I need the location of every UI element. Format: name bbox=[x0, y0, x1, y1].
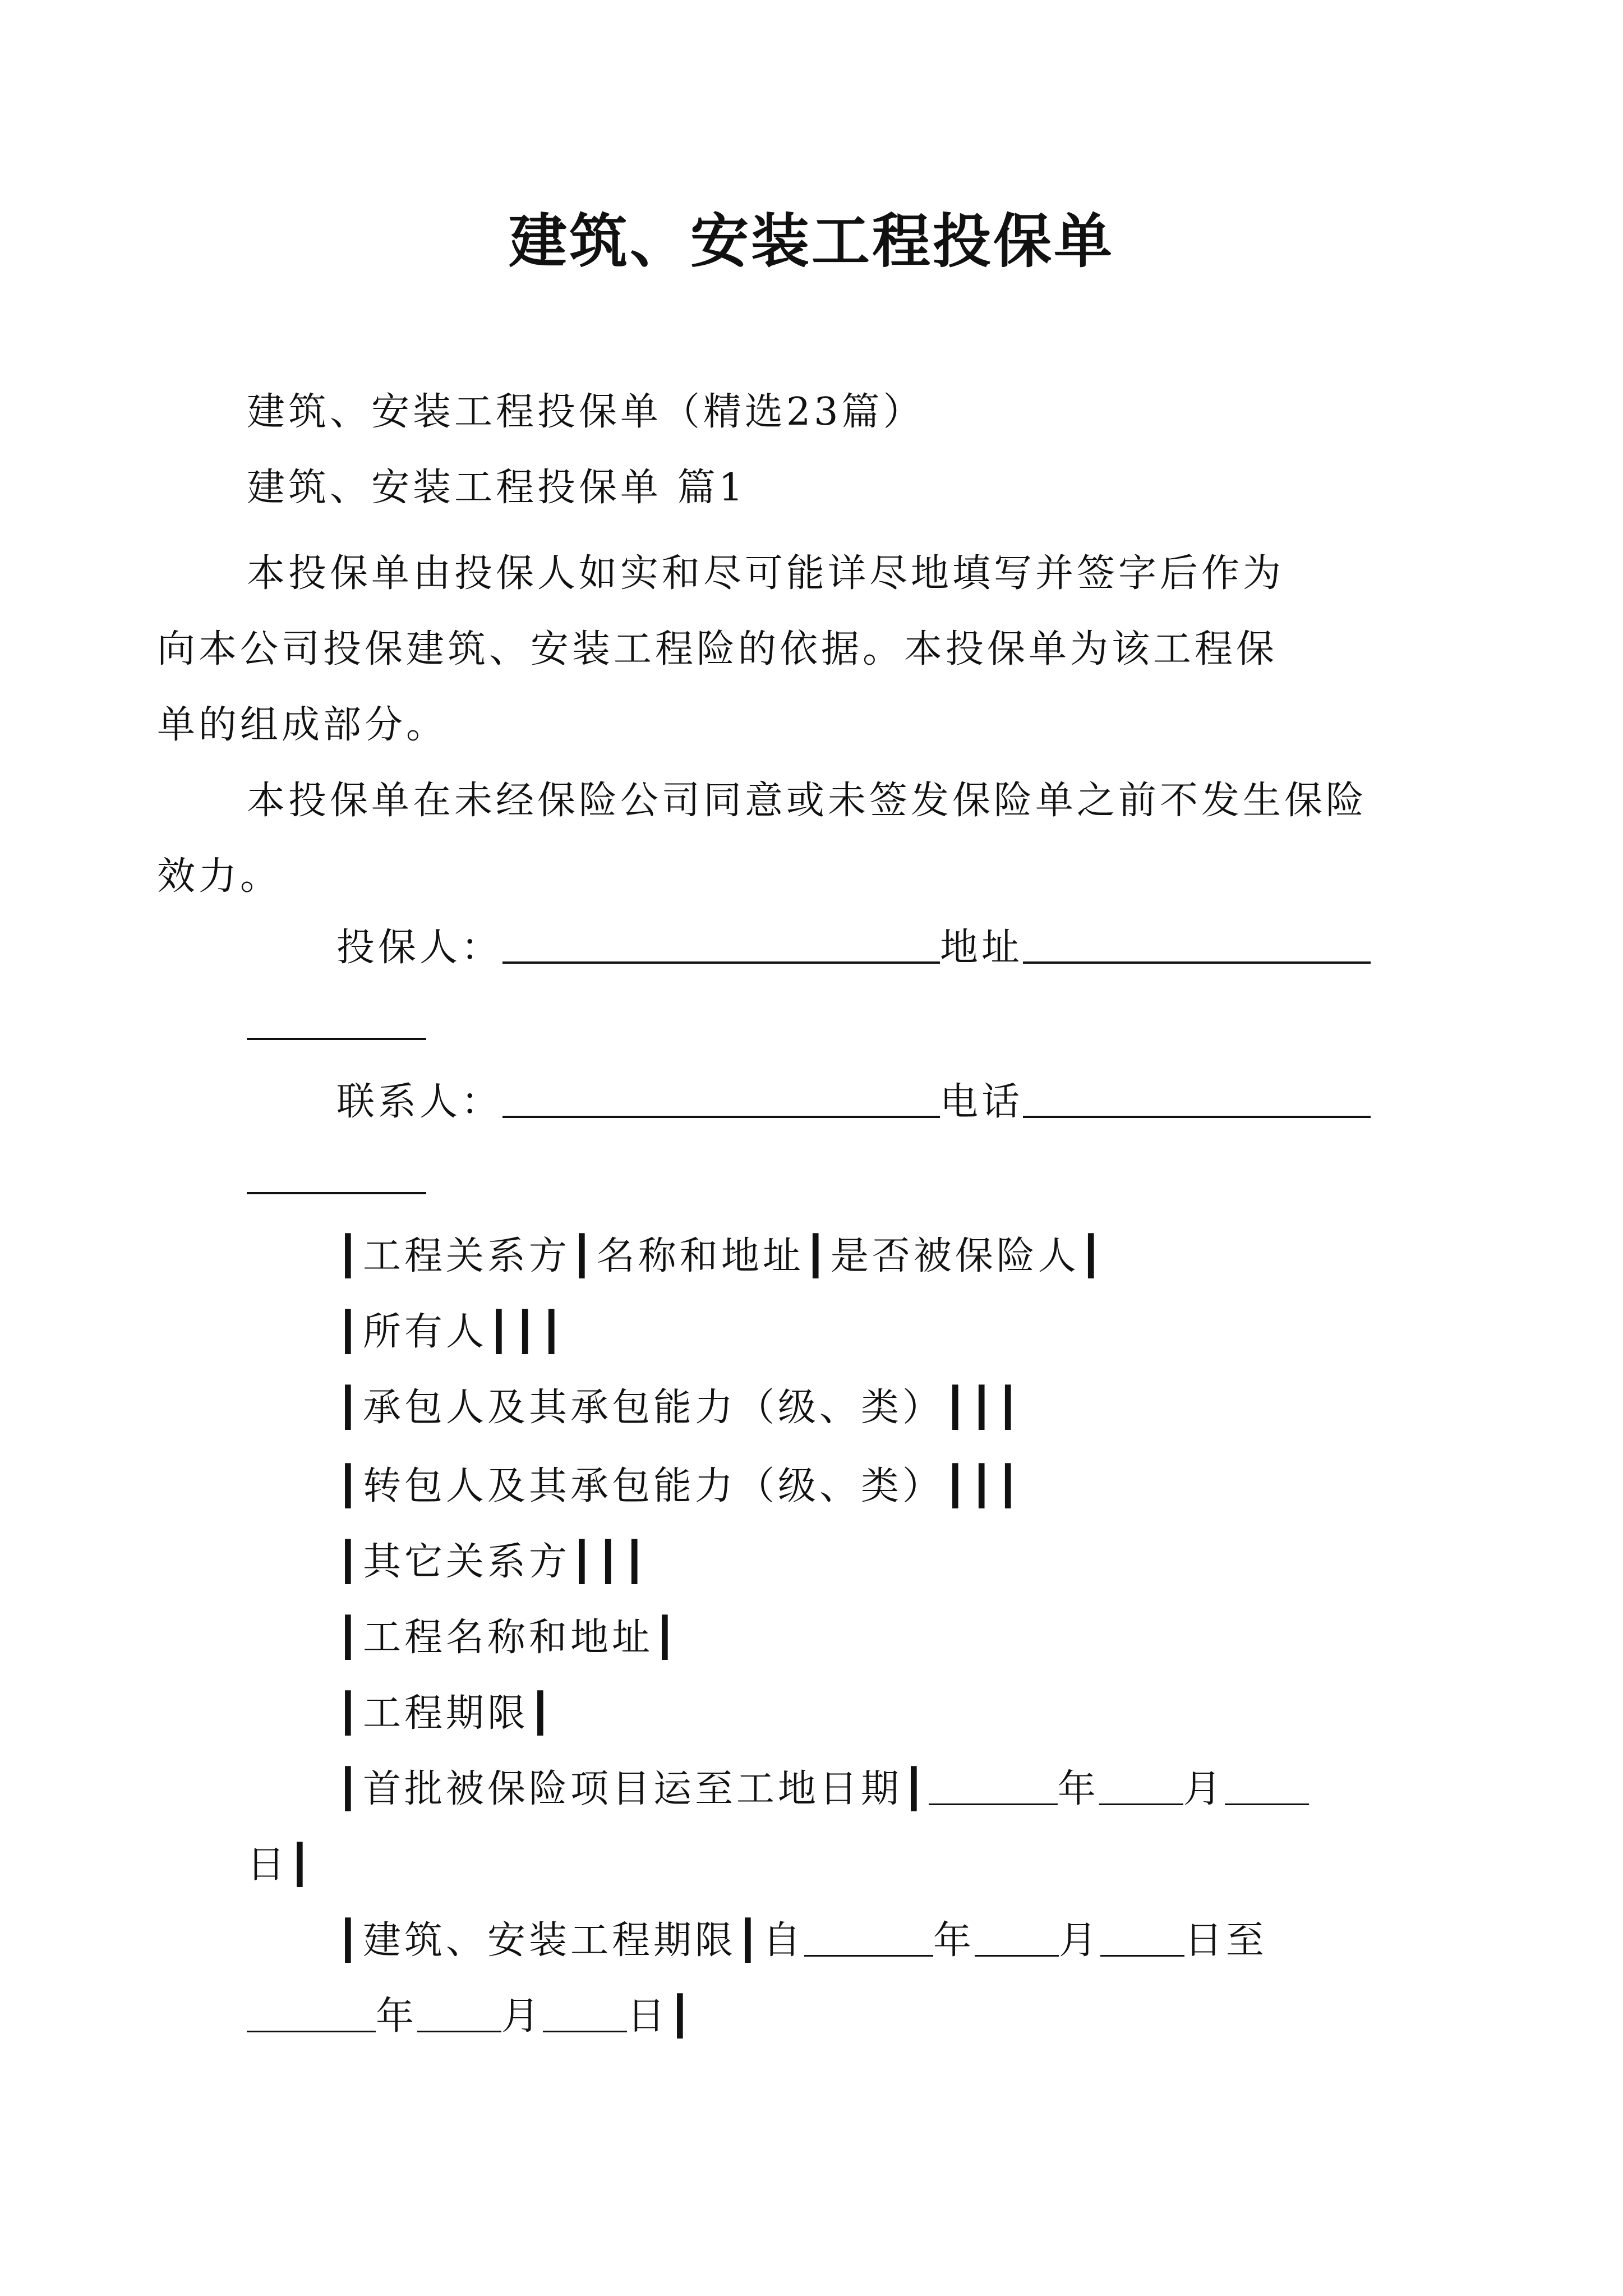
table-row-owner: ┃所有人┃┃┃ bbox=[336, 1310, 566, 1354]
address-label: 地址 bbox=[940, 926, 1023, 970]
construction-period-end-row bbox=[247, 1989, 695, 2045]
paragraph-intro: 本投保单由投保人如实和尽可能详尽地填写并签字后作为向本公司投保建筑、安装工程险的依据。本投保单为该工程保单的组成部分。 bbox=[157, 551, 1285, 747]
contact-label: 联系人： bbox=[336, 1080, 503, 1124]
paragraph-validity: 本投保单在未经保险公司同意或未签发保险单之前不发生保险效力。 bbox=[157, 779, 1368, 899]
table-row-other: ┃其它关系方┃┃┃ bbox=[336, 1540, 649, 1584]
table-row-contractor: ┃承包人及其承包能力（级、类）┃┃┃ bbox=[336, 1386, 1023, 1430]
period-start-year-blank[interactable] bbox=[804, 1916, 933, 1957]
table-header-row: ┃工程关系方┃名称和地址┃是否被保险人┃ bbox=[336, 1234, 1106, 1278]
first-batch-month-blank[interactable] bbox=[1099, 1764, 1183, 1805]
period-end-year-blank[interactable] bbox=[247, 1991, 376, 2032]
construction-period-label: ┃建筑、安装工程期限┃自 bbox=[336, 1918, 804, 1963]
address-blank-continued bbox=[247, 1038, 426, 1040]
document-title: 建筑、安装工程投保单 bbox=[508, 206, 1114, 275]
phone-label: 电话 bbox=[940, 1080, 1023, 1124]
applicant-blank[interactable] bbox=[502, 922, 940, 964]
table-row-subcontractor: ┃转包人及其承包能力（级、类）┃┃┃ bbox=[336, 1464, 1023, 1508]
section-heading: 建筑、安装工程投保单 篇1 bbox=[247, 466, 746, 510]
applicant-label: 投保人： bbox=[336, 926, 503, 970]
address-blank[interactable] bbox=[1023, 922, 1371, 964]
contact-blank[interactable] bbox=[502, 1076, 940, 1118]
first-batch-month-label: 月 bbox=[1183, 1767, 1225, 1811]
period-start-month-label: 月 bbox=[1058, 1918, 1100, 1963]
period-day-to-label: 日至 bbox=[1184, 1918, 1267, 1963]
period-end-day-label: 日┃ bbox=[627, 1994, 695, 2039]
period-end-day-blank[interactable] bbox=[543, 1991, 627, 2032]
first-batch-label: ┃首批被保险项目运至工地日期┃ bbox=[336, 1767, 929, 1811]
applicant-row bbox=[336, 920, 1371, 976]
period-end-year-label: 年 bbox=[376, 1994, 418, 2039]
table-row-project-name: ┃工程名称和地址┃ bbox=[336, 1616, 680, 1660]
period-start-year-label: 年 bbox=[933, 1918, 975, 1963]
period-start-month-blank[interactable] bbox=[975, 1916, 1059, 1957]
period-end-month-label: 月 bbox=[501, 1994, 543, 2039]
phone-blank-continued bbox=[247, 1192, 426, 1194]
first-batch-day-blank[interactable] bbox=[1225, 1764, 1309, 1805]
first-batch-day-end: 日┃ bbox=[247, 1843, 315, 1887]
document-subtitle: 建筑、安装工程投保单（精选23篇） bbox=[247, 390, 925, 434]
first-batch-year-blank[interactable] bbox=[929, 1764, 1058, 1805]
table-row-project-period: ┃工程期限┃ bbox=[336, 1691, 555, 1736]
period-end-month-blank[interactable] bbox=[417, 1991, 501, 2032]
period-start-day-blank[interactable] bbox=[1100, 1916, 1184, 1957]
first-batch-date-row bbox=[336, 1761, 1309, 1818]
construction-period-row bbox=[336, 1913, 1267, 1969]
first-batch-year-label: 年 bbox=[1057, 1767, 1099, 1811]
phone-blank[interactable] bbox=[1023, 1076, 1371, 1118]
contact-row bbox=[336, 1074, 1371, 1130]
